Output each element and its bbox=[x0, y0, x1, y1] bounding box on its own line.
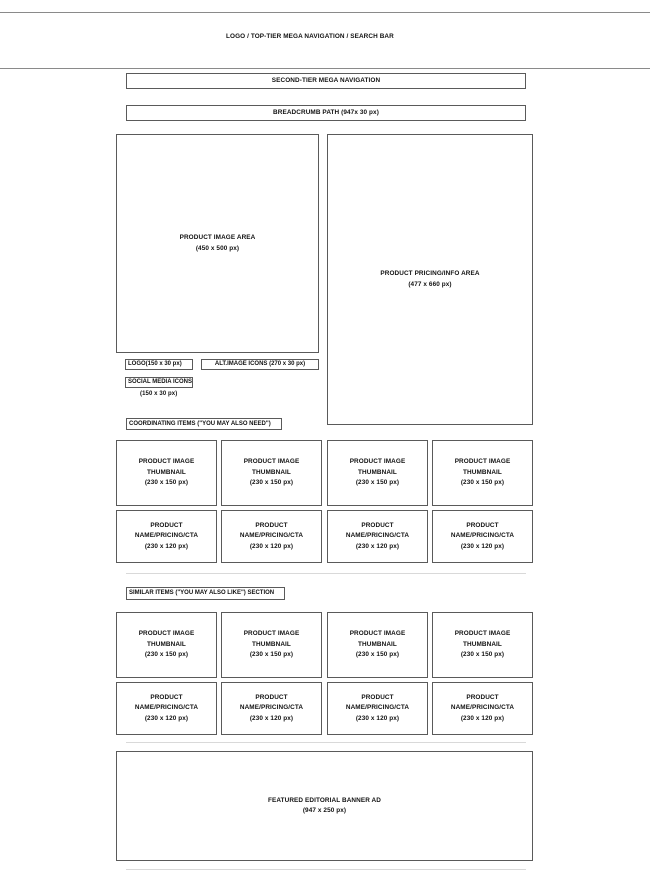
thumbnail-size: (230 x 150 px) bbox=[460, 651, 505, 659]
product-pricing-info-area bbox=[327, 134, 533, 425]
name-label: PRODUCT bbox=[255, 521, 288, 529]
thumbnail-size: (230 x 150 px) bbox=[144, 651, 189, 659]
banner-size: (947 x 250 px) bbox=[302, 807, 347, 814]
second-tier-navigation bbox=[126, 73, 526, 89]
name-size: (230 x 120 px) bbox=[249, 714, 294, 722]
similar-items-heading: SIMILAR ITEMS ("YOU MAY ALSO LIKE") SECTION bbox=[126, 587, 285, 600]
thumbnail-label: PRODUCT IMAGE bbox=[243, 458, 300, 466]
header-label: LOGO / TOP-TIER MEGA NAVIGATION / SEARCH BAR bbox=[226, 33, 394, 40]
thumbnail-label: THUMBNAIL bbox=[252, 468, 291, 476]
thumbnail-label: PRODUCT IMAGE bbox=[454, 458, 511, 466]
thumbnail-size: (230 x 150 px) bbox=[249, 651, 294, 659]
name-label: NAME/PRICING/CTA bbox=[134, 532, 199, 540]
product-pricing-info-title: PRODUCT PRICING/INFO AREA bbox=[380, 270, 480, 277]
name-label: NAME/PRICING/CTA bbox=[134, 704, 199, 712]
thumbnail-label: PRODUCT IMAGE bbox=[454, 630, 511, 638]
thumbnail-label: THUMBNAIL bbox=[252, 640, 291, 648]
thumbnail-label: THUMBNAIL bbox=[147, 468, 186, 476]
thumbnail-label: THUMBNAIL bbox=[463, 468, 502, 476]
product-pricing-info-size: (477 x 660 px) bbox=[408, 280, 452, 288]
thumbnail-label: THUMBNAIL bbox=[147, 640, 186, 648]
name-label: PRODUCT bbox=[361, 693, 394, 701]
social-media-icons-box: SOCIAL MEDIA ICONS bbox=[125, 377, 193, 388]
thumbnail-label: PRODUCT IMAGE bbox=[349, 458, 406, 466]
thumbnail-label: PRODUCT IMAGE bbox=[138, 630, 195, 638]
name-label: PRODUCT bbox=[361, 521, 394, 529]
breadcrumb-label: BREADCRUMB PATH (947x 30 px) bbox=[273, 108, 379, 116]
name-label: NAME/PRICING/CTA bbox=[239, 532, 304, 540]
product-name-pricing-cta[interactable] bbox=[116, 510, 217, 563]
product-image-area-size: (450 x 500 px) bbox=[195, 244, 240, 252]
name-label: NAME/PRICING/CTA bbox=[450, 532, 515, 540]
thumbnail-label: THUMBNAIL bbox=[358, 468, 397, 476]
product-name-pricing-cta[interactable] bbox=[432, 682, 533, 735]
product-name-pricing-cta[interactable] bbox=[221, 510, 322, 563]
featured-editorial-banner[interactable] bbox=[116, 751, 533, 861]
banner-title: FEATURED EDITORIAL BANNER AD bbox=[268, 796, 381, 804]
thumbnail-label: PRODUCT IMAGE bbox=[349, 630, 406, 638]
logo-box: LOGO(150 x 30 px) bbox=[125, 359, 193, 370]
name-label: NAME/PRICING/CTA bbox=[239, 704, 304, 712]
thumbnail-size: (230 x 150 px) bbox=[460, 479, 505, 487]
product-image-thumbnail[interactable] bbox=[221, 440, 322, 506]
thumbnail-label: PRODUCT IMAGE bbox=[243, 630, 300, 638]
coordinating-items-heading: COORDINATING ITEMS ("YOU MAY ALSO NEED") bbox=[126, 418, 282, 430]
second-tier-navigation-label: SECOND-TIER MEGA NAVIGATION bbox=[271, 76, 381, 84]
name-label: NAME/PRICING/CTA bbox=[345, 532, 410, 540]
name-size: (230 x 120 px) bbox=[144, 714, 189, 722]
name-label: PRODUCT bbox=[150, 521, 183, 529]
footer-divider bbox=[126, 869, 526, 870]
header-top-rule bbox=[0, 12, 650, 13]
product-image-area-title: PRODUCT IMAGE AREA bbox=[179, 234, 256, 241]
product-name-pricing-cta[interactable] bbox=[327, 682, 428, 735]
name-size: (230 x 120 px) bbox=[460, 542, 505, 550]
thumbnail-label: THUMBNAIL bbox=[463, 640, 502, 648]
thumbnail-label: THUMBNAIL bbox=[358, 640, 397, 648]
product-name-pricing-cta[interactable] bbox=[432, 510, 533, 563]
name-label: NAME/PRICING/CTA bbox=[450, 704, 515, 712]
name-size: (230 x 120 px) bbox=[144, 542, 189, 550]
product-image-area bbox=[116, 134, 319, 353]
name-size: (230 x 120 px) bbox=[355, 542, 400, 550]
social-media-icons-size: (150 x 30 px) bbox=[140, 391, 178, 397]
product-image-thumbnail[interactable] bbox=[432, 440, 533, 506]
thumbnail-size: (230 x 150 px) bbox=[249, 479, 294, 487]
name-label: PRODUCT bbox=[466, 521, 499, 529]
name-size: (230 x 120 px) bbox=[355, 714, 400, 722]
name-size: (230 x 120 px) bbox=[460, 714, 505, 722]
product-name-pricing-cta[interactable] bbox=[116, 682, 217, 735]
thumbnail-size: (230 x 150 px) bbox=[355, 479, 400, 487]
product-image-thumbnail[interactable] bbox=[327, 612, 428, 678]
section-divider bbox=[126, 573, 526, 574]
header-bottom-rule bbox=[0, 68, 650, 69]
product-image-thumbnail[interactable] bbox=[432, 612, 533, 678]
name-label: PRODUCT bbox=[255, 693, 288, 701]
thumbnail-size: (230 x 150 px) bbox=[144, 479, 189, 487]
name-label: PRODUCT bbox=[466, 693, 499, 701]
product-image-thumbnail[interactable] bbox=[221, 612, 322, 678]
thumbnail-label: PRODUCT IMAGE bbox=[138, 458, 195, 466]
section-divider bbox=[126, 742, 526, 743]
name-label: NAME/PRICING/CTA bbox=[345, 704, 410, 712]
name-label: PRODUCT bbox=[150, 693, 183, 701]
alt-image-icons-box: ALT.IMAGE ICONS (270 x 30 px) bbox=[201, 359, 319, 370]
product-name-pricing-cta[interactable] bbox=[327, 510, 428, 563]
name-size: (230 x 120 px) bbox=[249, 542, 294, 550]
product-image-thumbnail[interactable] bbox=[116, 612, 217, 678]
product-image-thumbnail[interactable] bbox=[116, 440, 217, 506]
product-image-thumbnail[interactable] bbox=[327, 440, 428, 506]
breadcrumb bbox=[126, 105, 526, 121]
product-name-pricing-cta[interactable] bbox=[221, 682, 322, 735]
thumbnail-size: (230 x 150 px) bbox=[355, 651, 400, 659]
